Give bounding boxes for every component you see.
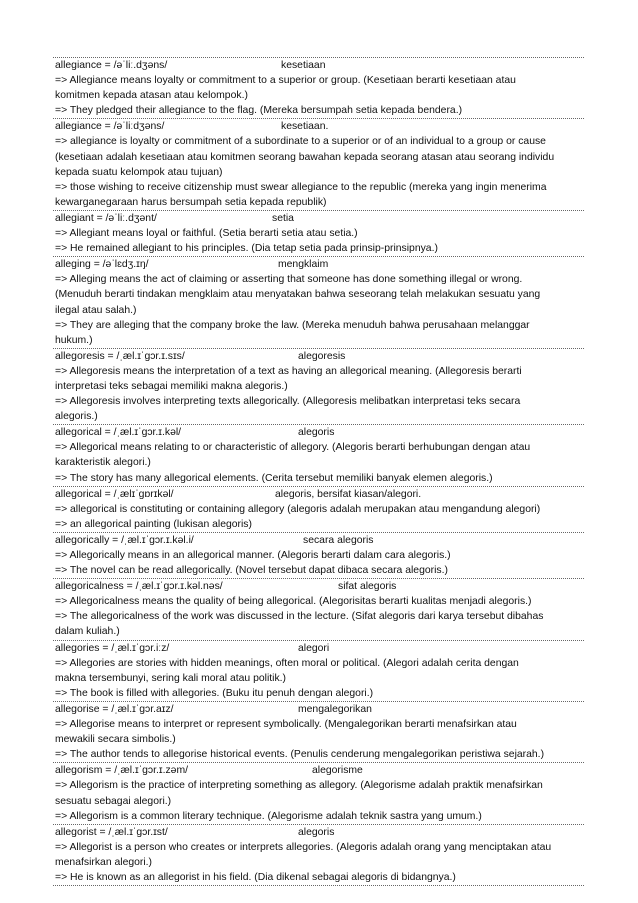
entry-text-line: komitmen kepada atasan atau kelompok.) <box>55 90 248 102</box>
entry-text-line: => allegiance is loyalty or commitment of a subordinate to a superior or of an individual to a group or cause <box>55 136 546 148</box>
entry-text-line: => Alleging means the act of claiming or asserting that someone has done something illegal or wrong. <box>55 274 523 286</box>
entry-text-line: => allegorical is constituting or containing allegory (alegoris adalah merupakan atau mengandung alegori) <box>55 503 541 515</box>
entry-headword-row <box>53 119 584 134</box>
entry-translation: alegoris <box>298 427 335 439</box>
entry-headword-row <box>53 579 584 594</box>
entry-headword-row <box>53 487 584 502</box>
entry-translation: alegoresis <box>298 350 346 362</box>
entry-text-line: kepada suatu kelompok atau tujuan) <box>55 166 223 178</box>
entry-text-line: => Allegiance means loyalty or commitment to a superior or group. (Kesetiaan berarti kesetiaan atau <box>55 75 516 87</box>
dictionary-entry <box>53 487 584 533</box>
entry-text-line: => They are alleging that the company broke the law. (Mereka menuduh bahwa perusahaan melanggar <box>55 319 530 331</box>
entry-translation: mengklaim <box>278 259 329 271</box>
entry-headword-row <box>53 211 584 226</box>
entry-text-line: => He remained allegiant to his principles. (Dia tetap setia pada prinsip-prinsipnya.) <box>55 243 438 255</box>
entry-text-line: (Menuduh berarti tindakan mengklaim atau menyatakan bahwa seseorang telah melakukan sesuatu yang <box>55 289 541 301</box>
entry-text-line: => Allegoresis means the interpretation of a text as having an allegorical meaning. (Allegoresis berarti <box>55 365 522 377</box>
dictionary-entry <box>53 825 584 886</box>
entry-headword: allegorism = /ˌæl.ɪˈɡɔr.ɪ.zəm/ <box>55 765 188 777</box>
dictionary-entry <box>53 425 584 486</box>
dictionary-entry <box>53 57 584 119</box>
entry-headword-row <box>53 825 584 840</box>
entry-headword-row <box>53 257 584 272</box>
entry-text-line: => The novel can be read allegorically. (Novel tersebut dapat dibaca secara alegoris.) <box>55 565 448 577</box>
entry-text-line: karakteristik alegori.) <box>55 457 151 469</box>
entry-text-line: => Allegiant means loyal or faithful. (Setia berarti setia atau setia.) <box>55 228 358 240</box>
entry-text-line: => The book is filled with allegories. (Buku itu penuh dengan alegori.) <box>55 687 374 699</box>
dictionary-entry <box>53 257 584 349</box>
entry-text-line: => those wishing to receive citizenship must swear allegiance to the republic (mereka yang ingin menerima <box>55 181 547 193</box>
entry-text-line: menafsirkan alegori.) <box>55 856 153 868</box>
entry-headword-row <box>53 349 584 364</box>
dictionary-entry <box>53 349 584 425</box>
entry-text-line: makna tersembunyi, sering kali moral atau politik.) <box>55 672 286 684</box>
entry-headword: alleging = /əˈlɛdʒ.ɪŋ/ <box>55 259 149 271</box>
entry-text-line: => He is known as an allegorist in his field. (Dia dikenal sebagai alegoris di bidangnya.) <box>55 871 456 883</box>
entry-text-line: hukum.) <box>55 334 93 346</box>
entry-headword: allegiance = /əˈliːdʒəns/ <box>55 121 165 133</box>
entry-translation: secara alegoris <box>303 534 374 546</box>
entry-text-line: => Allegoricalness means the quality of being allegorical. (Alegorisitas berarti kualitas menjadi alegoris.) <box>55 596 532 608</box>
entry-text-line: sesuatu sebagai alegori.) <box>55 795 172 807</box>
entry-text-line: => Allegorism is the practice of interpreting something as allegory. (Alegorisme adalah praktik menafsirkan <box>55 780 543 792</box>
entry-headword: allegorist = /ˌæl.ɪˈɡɔr.ɪst/ <box>55 826 168 838</box>
entry-headword: allegoricalness = /ˌæl.ɪˈɡɔr.ɪ.kəl.nəs/ <box>55 581 223 593</box>
entry-text-line: mewakili secara simbolis.) <box>55 734 176 746</box>
entry-text-line: alegoris.) <box>55 411 98 423</box>
dictionary-entry <box>53 211 584 257</box>
entry-text-line: => Allegorise means to interpret or represent symbolically. (Mengalegorikan berarti menafsirkan atau <box>55 719 517 731</box>
entry-translation: alegoris <box>298 826 335 838</box>
entry-translation: alegorisme <box>312 765 363 777</box>
dictionary-entry <box>53 763 584 824</box>
entry-headword-row <box>53 641 584 656</box>
dictionary-entry <box>53 641 584 702</box>
entry-text-line: ilegal atau salah.) <box>55 304 137 316</box>
entry-headword: allegiance = /əˈliː.dʒəns/ <box>55 60 168 71</box>
entry-text-line: kewarganegaraan harus bersumpah setia kepada republik) <box>55 196 327 208</box>
entry-headword: allegorical = /ˌælɪˈɡɒrɪkəl/ <box>55 488 174 500</box>
entry-headword: allegoresis = /ˌæl.ɪˈɡɔr.ɪ.sɪs/ <box>55 350 185 362</box>
entry-text-line: (kesetiaan adalah kesetiaan atau komitmen seorang bawahan kepada seorang atasan atau seorang individu <box>55 151 555 163</box>
entry-text-line: => The allegoricalness of the work was discussed in the lecture. (Sifat alegoris dari karya tersebut dibahas <box>55 611 544 623</box>
entry-translation: setia <box>272 212 294 224</box>
entry-translation: kesetiaan <box>281 60 326 71</box>
entry-text-line: => an allegorical painting (lukisan alegoris) <box>55 518 252 530</box>
entry-text-line: interpretasi teks sebagai memiliki makna alegoris.) <box>55 380 288 392</box>
entry-headword-row <box>53 425 584 440</box>
entry-text-line: => The story has many allegorical elements. (Cerita tersebut memiliki banyak elemen alegoris.) <box>55 472 493 484</box>
dictionary-entry <box>53 579 584 640</box>
entry-headword-row <box>53 533 584 548</box>
entry-text-line: => The author tends to allegorise historical events. (Penulis cenderung mengalegorikan peristiwa sejarah.) <box>55 749 545 761</box>
dictionary-entry <box>53 119 584 211</box>
entry-translation: sifat alegoris <box>338 581 397 593</box>
dictionary-entry <box>53 702 584 763</box>
dictionary-document <box>53 57 584 886</box>
entry-headword-row <box>53 58 584 73</box>
dictionary-entry <box>53 533 584 579</box>
entry-text-line: => They pledged their allegiance to the flag. (Mereka bersumpah setia kepada bendera.) <box>55 105 463 117</box>
entry-text-line: => Allegoresis involves interpreting texts allegorically. (Allegoresis melibatkan interpretasi teks secara <box>55 396 521 408</box>
entry-text-line: => Allegorism is a common literary technique. (Alegorisme adalah teknik sastra yang umum.) <box>55 810 482 822</box>
entry-headword-row <box>53 702 584 717</box>
entry-translation: alegori <box>298 642 330 654</box>
entry-text-line: dalam kuliah.) <box>55 626 120 638</box>
entry-translation: alegoris, bersifat kiasan/alegori. <box>275 488 422 500</box>
entry-text-line: => Allegorist is a person who creates or interprets allegories. (Alegoris adalah orang yang menciptakan atau <box>55 841 552 853</box>
entry-headword: allegories = /ˌæl.ɪˈɡɔr.iːz/ <box>55 642 170 654</box>
entry-headword: allegorise = /ˌæl.ɪˈɡɔr.aɪz/ <box>55 703 174 715</box>
entry-headword: allegorically = /ˌæl.ɪˈɡɔr.ɪ.kəl.i/ <box>55 534 194 546</box>
entry-text-line: => Allegorically means in an allegorical manner. (Alegoris berarti dalam cara alegoris.) <box>55 550 451 561</box>
entry-headword: allegiant = /əˈliː.dʒənt/ <box>55 212 157 224</box>
entry-text-line: => Allegorical means relating to or characteristic of allegory. (Alegoris berarti berhubungan dengan atau <box>55 442 531 454</box>
entry-headword-row <box>53 763 584 778</box>
entry-translation: kesetiaan. <box>281 121 329 133</box>
entry-translation: mengalegorikan <box>298 703 372 715</box>
entry-headword: allegorical = /ˌæl.ɪˈɡɔr.ɪ.kəl/ <box>55 427 182 439</box>
entry-text-line: => Allegories are stories with hidden meanings, often moral or political. (Alegori adalah cerita dengan <box>55 657 519 669</box>
